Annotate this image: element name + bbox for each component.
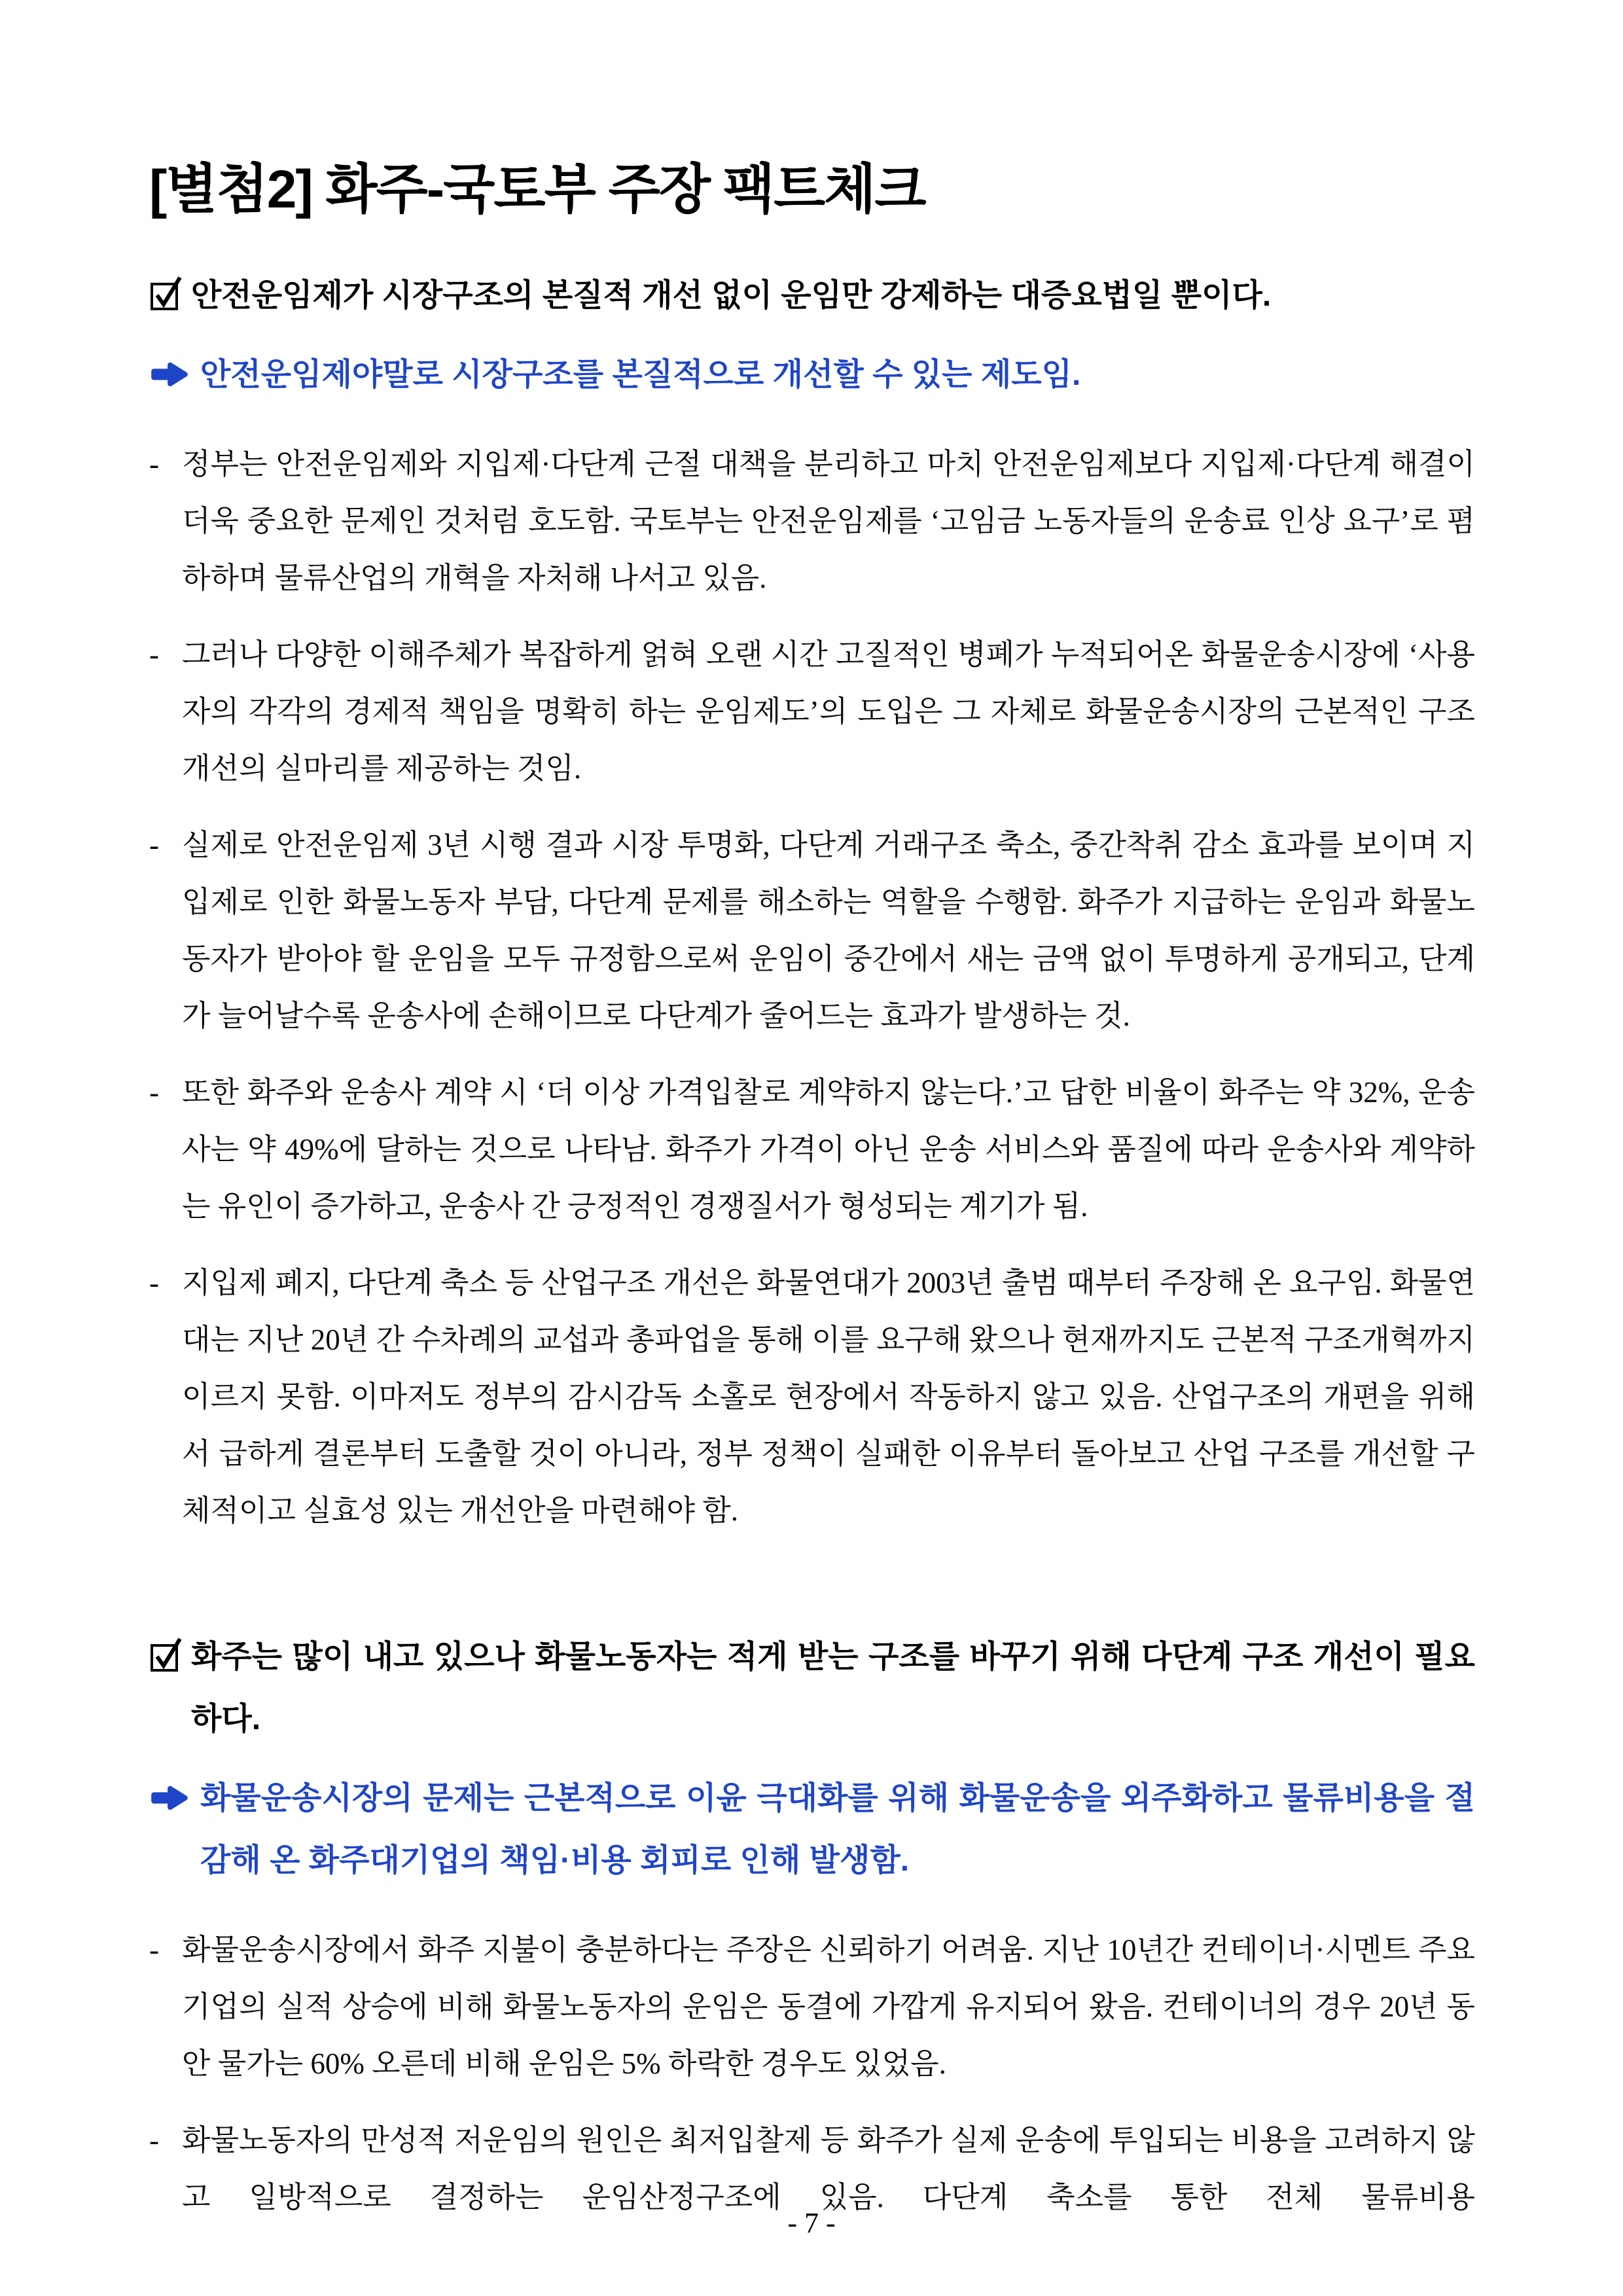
bullet-dash: - (149, 829, 159, 861)
bullet-text: 화물노동자의 만성적 저운임의 원인은 최저입찰제 등 화주가 실제 운송에 투입되는 비용을 고려하지 않고 일방적으로 결정하는 운임산정구조에 있음. 다단계 축소를 통한 전체 물류비용 (182, 2124, 1475, 2214)
bullet-dash: - (149, 1933, 159, 1966)
bullet-dash: - (149, 1266, 159, 1299)
rebuttal-row (149, 1767, 1475, 1892)
right-arrow-icon (149, 1767, 200, 1813)
bullet-dash: - (149, 448, 159, 480)
bullet-text: 화물운송시장에서 화주 지불이 충분하다는 주장은 신뢰하기 어려움. 지난 10년간 컨테이너·시멘트 주요 기업의 실적 상승에 비해 화물노동자의 운임은 동결에 가깝게 유지되어 왔음. 컨테이너의 경우 20년 동안 물가는 60% 오른데 비해 운임은 5% 하락한 경우도 있었음. (182, 1933, 1475, 2080)
bullet-item (149, 1064, 1475, 1235)
rebuttal-row (149, 344, 1475, 406)
bullet-text: 그러나 다양한 이해주체가 복잡하게 얽혀 오랜 시간 고질적인 병폐가 누적되어온 화물운송시장에 ‘사용자의 각각의 경제적 책임을 명확히 하는 운임제도’의 도입은 그 자체로 화물운송시장의 근본적인 구조 개선의 실마리를 제공하는 것임. (182, 638, 1475, 785)
bullet-text: 실제로 안전운임제 3년 시행 결과 시장 투명화, 다단계 거래구조 축소, 중간착취 감소 효과를 보이며 지입제로 인한 화물노동자 부담, 다단계 문제를 해소하는 역할을 수행함. 화주가 지급하는 운임과 화물노동자가 받아야 할 운임을 모두 규정함으로써 운임이 중간에서 새는 금액 없이 투명하게 공개되고, 단계가 늘어날수록 운송사에 손해이므로 다단계가 줄어드는 효과가 발생하는 것. (182, 829, 1475, 1032)
bullet-dash: - (149, 1076, 159, 1109)
bullet-text: 정부는 안전운임제와 지입제·다단계 근절 대책을 분리하고 마치 안전운임제보다 지입제·다단계 해결이 더욱 중요한 문제인 것처럼 호도함. 국토부는 안전운임제를 ‘고임금 노동자들의 운송료 인상 요구’로 폄하하며 물류산업의 개혁을 자처해 나서고 있음. (182, 448, 1475, 594)
bullet-item (149, 1255, 1475, 1539)
bullet-text: 지입제 폐지, 다단계 축소 등 산업구조 개선은 화물연대가 2003년 출범 때부터 주장해 온 요구임. 화물연대는 지난 20년 간 수차례의 교섭과 총파업을 통해 이를 요구해 왔으나 현재까지도 근본적 구조개혁까지 이르지 못함. 이마저도 정부의 감시감독 소홀로 현장에서 작동하지 않고 있음. 산업구조의 개편을 위해서 급하게 결론부터 도출할 것이 아니라, 정부 정책이 실패한 이유부터 돌아보고 산업 구조를 개선할 구체적이고 실효성 있는 개선안을 마련해야 함. (182, 1266, 1475, 1527)
factcheck-section-1 (149, 264, 1475, 1539)
page-number: - 7 - (787, 2207, 836, 2239)
bullet-item (149, 436, 1475, 607)
rebuttal-text: 화물운송시장의 문제는 근본적으로 이윤 극대화를 위해 화물운송을 외주화하고 물류비용을 절감해 온 화주대기업의 책임·비용 회피로 인해 발생함. (200, 1781, 1475, 1878)
claim-row (149, 264, 1475, 327)
claim-heading: 화주는 많이 내고 있으나 화물노동자는 적게 받는 구조를 바꾸기 위해 다단계 구조 개선이 필요하다. (191, 1640, 1475, 1736)
factcheck-section-2 (149, 1626, 1475, 2226)
rebuttal-text: 안전운임제야말로 시장구조를 본질적으로 개선할 수 있는 제도임. (200, 357, 1081, 392)
checked-checkbox-icon (149, 1626, 191, 1673)
checked-checkbox-icon (149, 264, 191, 312)
bullet-item (149, 626, 1475, 797)
claim-heading: 안전운임제가 시장구조의 본질적 개선 없이 운임만 강제하는 대증요법일 뿐이다. (191, 278, 1272, 313)
bullet-text: 또한 화주와 운송사 계약 시 ‘더 이상 가격입찰로 계약하지 않는다.’고 답한 비율이 화주는 약 32%, 운송사는 약 49%에 달하는 것으로 나타남. 화주가 가격이 아닌 운송 서비스와 품질에 따라 운송사와 계약하는 유인이 증가하고, 운송사 간 긍정적인 경쟁질서가 형성되는 계기가 됨. (182, 1076, 1475, 1223)
bullet-item (149, 817, 1475, 1045)
right-arrow-icon (149, 344, 200, 389)
claim-row (149, 1626, 1475, 1750)
bullet-dash: - (149, 638, 159, 671)
bullet-dash: - (149, 2124, 159, 2157)
page-title: [별첨2] 화주-국토부 주장 팩트체크 (149, 160, 925, 219)
bullet-item (149, 1922, 1475, 2092)
